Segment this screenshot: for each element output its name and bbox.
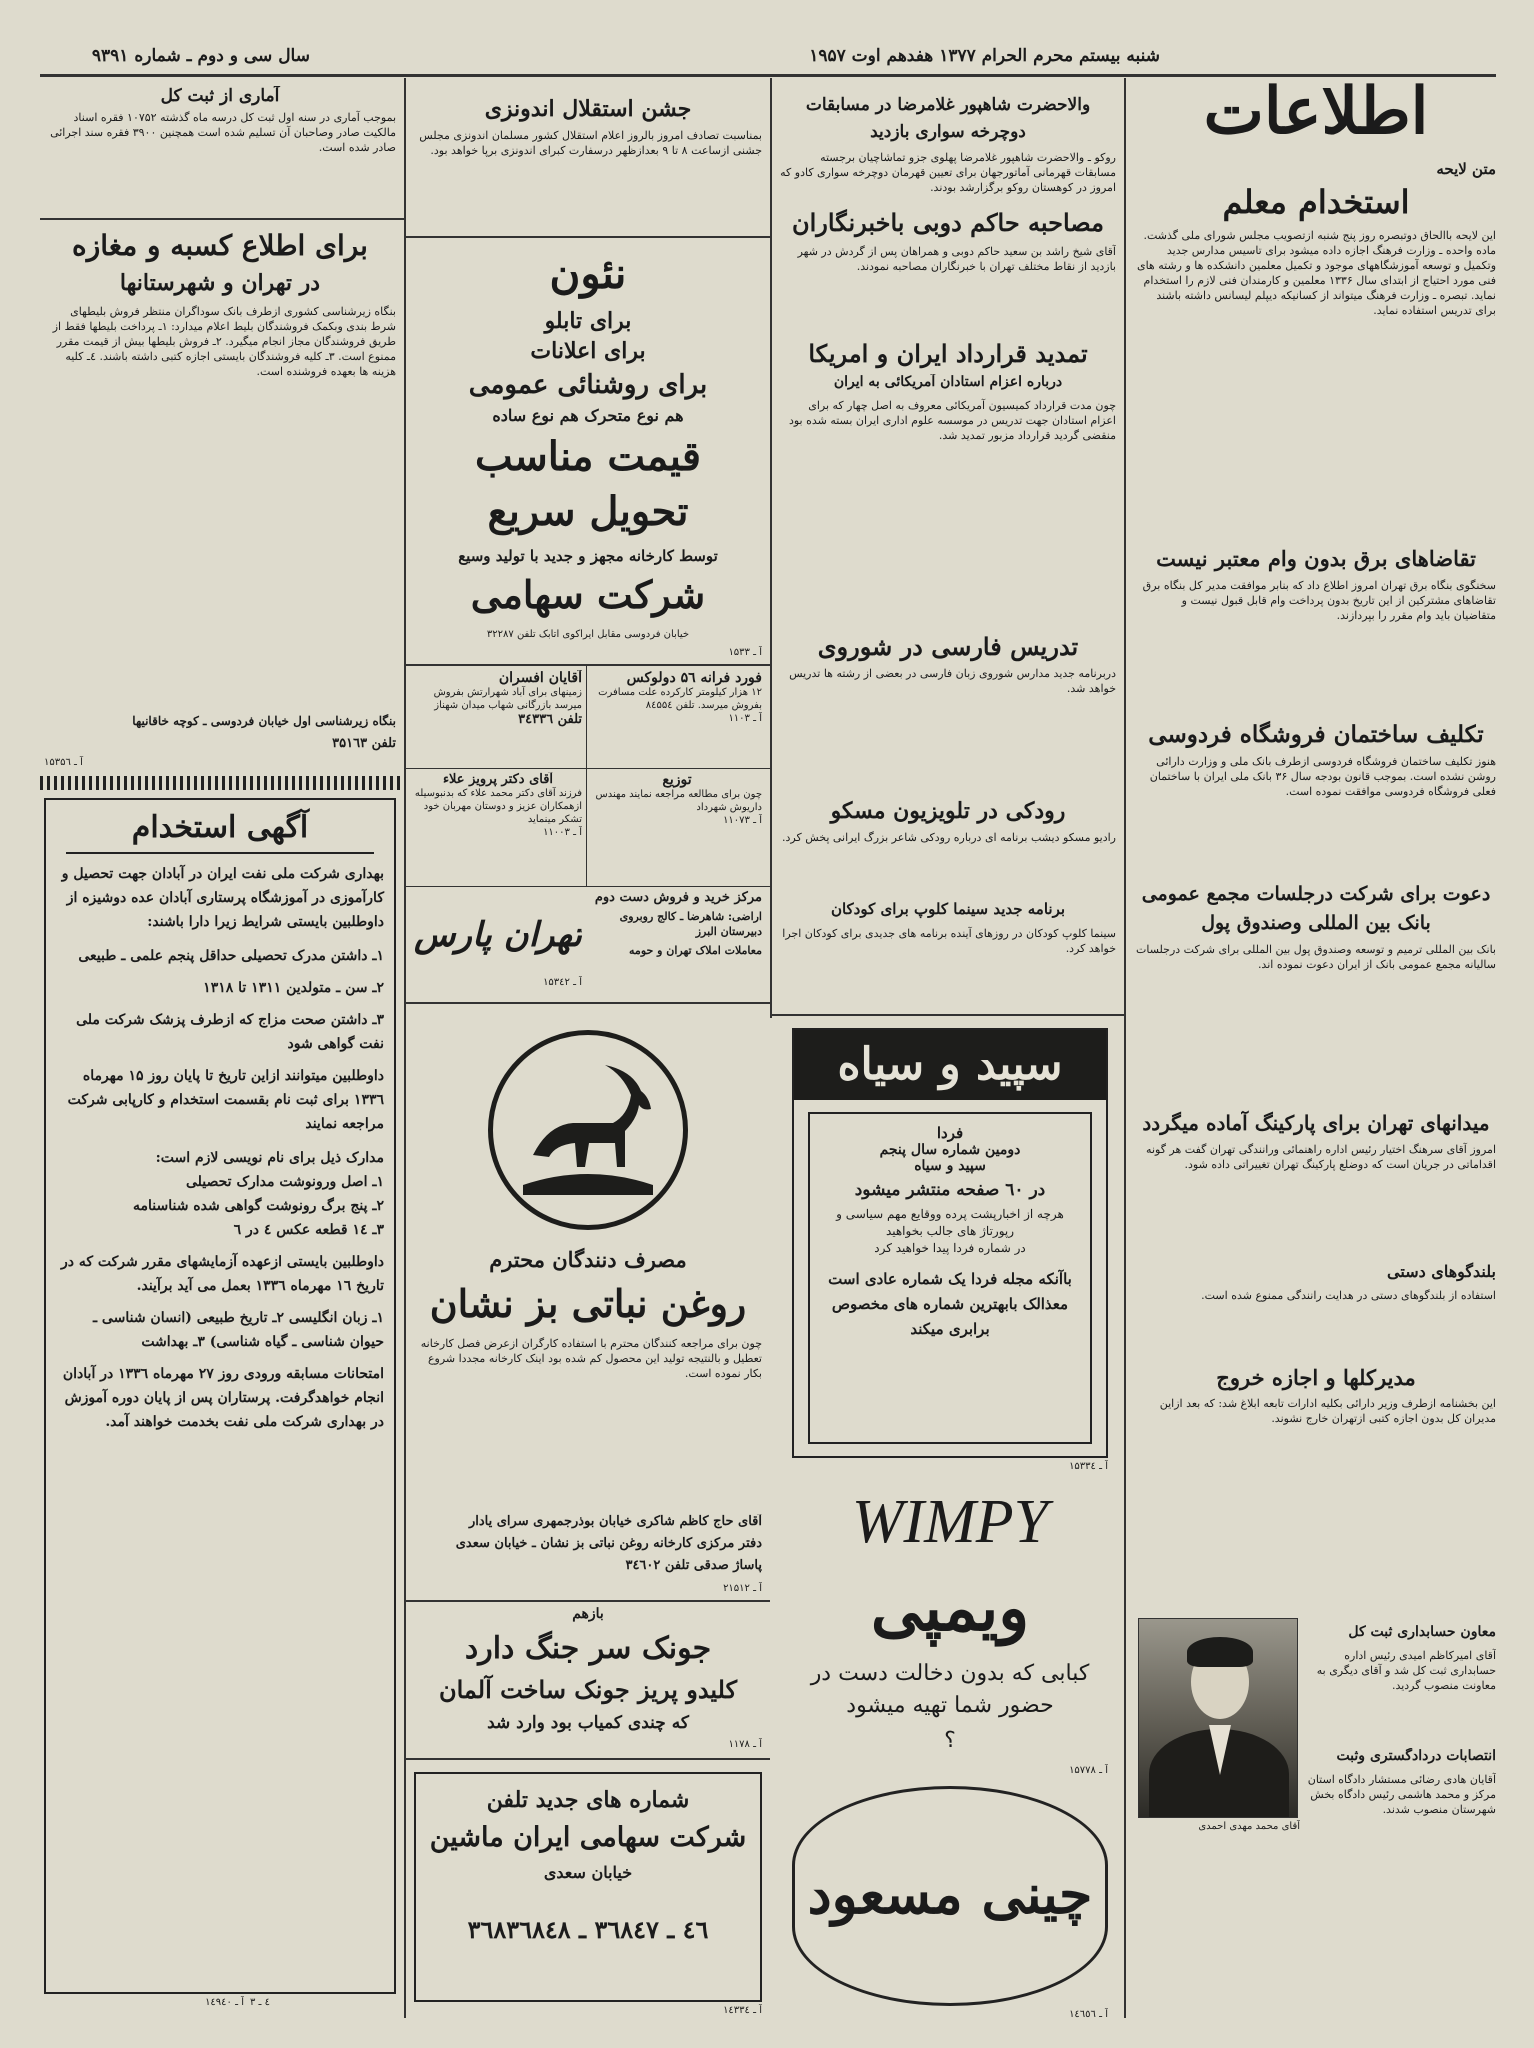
sepid-siah-logo: سپید و سیاه [794,1030,1106,1100]
col3-inner-rule [586,666,587,886]
neon-l3: برای اعلانات [530,338,646,364]
col4-h1: آماری از ثبت کل [160,86,280,106]
ad1-ref: آ ـ ۱۵۳۳٤ [1069,1461,1108,1472]
neon-l10: خیابان فردوسی مقابل ایراکوی اتابک تلفن ۳۲۲۸۷ [486,629,690,640]
employment-intro: بهداری شرکت ملی نفت ایران در آبادان جهت تحصیل و کارآموزی در آموزشگاه پرستاری آبادان عده دوشیزه از داوطلبین بایستی شرایط زیرا دارا باشند: [61,866,384,930]
small4-body: فرزند آقای دکتر محمد علاء که بدنبوسیله ازهمکاران عزیز و دوستان مهربان خود تشکر مینماید [414,788,582,825]
column-rule [770,78,772,1018]
small5-body: اراضی: شاهرضا ـ کالج روبروی دبیرستان البرز [619,910,762,938]
col1-body2: سخنگوی بنگاه برق تهران امروز اطلاع داد که بنابر موافقت مدیر کل بنگاه برق تقاضاهای مشترکین از این تاریخ بدون پرداخت وام قابل قبول نیست و متقاضیان باید وام مقرر را بپردازند. [1142,579,1496,622]
decorative-border-strip [40,776,404,790]
ad2-ref: آ ـ ۱۵۷۷۸ [1069,1765,1108,1776]
wimpy-latin-logo: WIMPY [851,1488,1049,1556]
col1-h8: معاون حسابداری ثبت کل [1348,1624,1496,1640]
small-ad-ford [592,670,762,766]
ad1-l5: هرچه از اخبارپشت پرده ووقایع مهم سیاسی و رپورتاژ های جالب بخواهید [836,1207,1064,1238]
col3-rule [406,664,770,666]
small5-tag: معاملات املاک تهران و حومه [629,944,762,957]
small2-body: زمینهای برای آباد شهرارتش بفروش میرسد بازرگانی شهاب میدان شهناز [433,687,582,711]
col2-body4: دربرنامه جدید مدارس شوروی زبان فارسی در بعضی از رشته ها تدریس خواهد شد. [789,667,1116,695]
col2-body6: سینما کلوپ کودکان در روزهای آینده برنامه های جدیدی برای کودکان اجرا خواهد کرد. [782,927,1116,955]
col1-body6: استفاده از بلندگوهای دستی در هدایت رانندگی ممنوع شده است. [1201,1289,1496,1302]
small3-body: چون برای مطالعه مراجعه نمایند مهندس داریوش شهرداد [595,789,762,813]
col1-body3: هنوز تکلیف ساختمان فروشگاه فردوسی ازطرف بانک ملی و وزارت دارائی روشن نشده است. بموجب قانون بودجه سال ۳۶ بانک ملی ایران با ساختمان فعلی فروشگاه فردوسی موافقت نموده است. [1149,755,1496,798]
employment-d3: ۳ـ ۱٤ قطعه عکس ٤ در ٦ [233,1222,384,1238]
col2-h3: تمدید قرارداد ایران و امریکا [808,339,1088,368]
ad3-ref: آ ـ ۱٤٦٥٦ [1069,2009,1108,2020]
employment-c3: ۳ـ داشتن صحت مزاج که ازطرف پزشک شرکت ملی نفت گواهی شود [76,1012,384,1052]
col1-h9: انتصابات دردادگستری وثبت [1336,1748,1496,1764]
col1-body7: این بخشنامه ازطرف وزیر دارائی بکلیه ادارات تابعه ابلاغ شد: که بعد ازاین مدیران کل بدون اجازه کتبی ازتهران خارج نشوند. [1159,1397,1496,1425]
employment-subjects: ۱ـ زبان انگلیسی ۲ـ تاریخ طبیعی (انسان شناسی ـ حیوان شناسی ـ گیاه شناسی) ۳ـ بهداشت [92,1310,384,1350]
employment-title: آگهی استخدام [66,804,374,854]
col1-body9: آقایان هادی رضائی مستشار دادگاه استان مرکز و محمد هاشمی رئیس دادگاه بخش شهرستان منصوب شدند. [1307,1773,1496,1816]
iran-machine-l2: شرکت سهامی ایران ماشین [429,1822,747,1853]
wimpy-persian-logo: ویمپی [870,1571,1030,1646]
col1-h2: تقاضاهای برق بدون وام معتبر نیست [1156,546,1476,571]
employment-ad [44,798,396,1994]
bez-ref: آ ـ ۲۱۵۱۲ [723,1583,762,1594]
col3-h1: جشن استقلال اندونزی [484,96,692,122]
tehran-pars-logo: تهران پارس [414,915,582,955]
col2-body5: رادیو مسکو دیشب برنامه ای درباره رودکی شاعر بزرگ ایرانی پخش کرد. [782,831,1116,844]
ad1-l7: باآنکه مجله فردا یک شماره عادی است معذالک بابهترین شماره های مخصوص برابری میکند [828,1270,1072,1338]
employment-exam: داوطلبین بایستی ازعهده آزمایشهای مقرر شرکت که در تاریخ ۱٦ مهرماه ۱۳۳٦ بعمل می آید برآیند. [60,1254,384,1294]
col1-body5: امروز آقای سرهنگ اختیار رئیس اداره راهنمائی ورانندگی تهران گفت هر گونه اقداماتی در جریان است که دوضلع پارکینگ تهران تغییراتی داده شود. [1146,1143,1496,1171]
col1-h6: بلندگوهای دستی [1387,1262,1496,1281]
issue-line: سال سی و دوم ـ شماره ۹۳۹۱ [91,46,310,66]
small1-ref: آ ـ ۱۱۰۳ [728,713,762,724]
small2-title: آقایان افسران [498,670,582,686]
ad1-l6: در شماره فردا پیدا خواهید کرد [874,1241,1026,1255]
small5-title: مرکز خرید و فروش دست دوم [594,890,762,905]
col3-rule [406,1758,770,1760]
small2-phone: تلفن ۳٤۳۳٦ [518,712,582,727]
small1-title: فورد فرانه ۵٦ دولوکس [626,670,762,686]
small3-ref: آ ـ ۱۱۰۷۳ [723,815,762,826]
small3-title: توزیع [662,772,692,788]
iran-machine-l1: شماره های جدید تلفن [486,1787,690,1813]
col4-phone2: تلفن ۳۵۱٦۳ [332,736,396,751]
col2-rule [770,1014,1124,1016]
wimpy-question: ؟ [944,1728,956,1753]
goat-brand-logo [488,1030,688,1230]
small4-ref: آ ـ ۱۱۰۰۳ [543,827,582,838]
ad1-l1: فردا [936,1124,964,1142]
col4-h2: برای اطلاع کسبه و مغازه [72,229,368,262]
col2-h1: والاحضرت شاهپور غلامرضا در مسابقات دوچرخه سواری بازدید [805,95,1091,142]
employment-docs: مدارک ذیل برای نام نویسی لازم است: [155,1150,384,1166]
col2-h4: تدریس فارسی در شوروی [817,632,1079,661]
sepid-siah-ad [792,1028,1108,1458]
col2-body3: چون مدت قرارداد کمیسیون آمریکائی معروف به اصل چهار که برای اعزام استادان جهت تدریس در موسسه علوم اداری ایران بسته شده بود منقضی گردید قرارداد مزبور تمدید شد. [788,399,1116,442]
col4-rule [40,218,404,220]
col2-sub3: درباره اعزام استادان آمریکائی به ایران [833,374,1063,390]
col3-rule [406,236,770,238]
small-ad-dr-ala [414,772,582,884]
jonk-l1: جونک سر جنگ دارد [464,1631,712,1666]
col3-rule [406,886,770,887]
bez-l2: روغن نباتی بز نشان [429,1281,747,1326]
wimpy-l1: کبابی که بدون دخالت دست در [810,1661,1090,1686]
small4-title: آقای دکتر پرویز علاء [442,772,554,787]
date-line: شنبه بیستم محرم الحرام ۱۳۷۷ هفدهم اوت ۱۹۵۷ [809,46,1160,66]
bez-body: چون برای مراجعه کنندگان محترم با استفاده کارگران ازعرض فصل کارخانه تعطیل و بالنتیجه تولید این محصول کم شده بود اینک کارخانه مجددا شروع بکار نموده است. [420,1337,762,1380]
neon-l5: هم نوع متحرک هم نوع ساده [492,406,684,425]
small-ad-officers [414,670,582,766]
iran-machine-ref: آ ـ ۱٤۳۳٤ [723,2005,762,2016]
neon-l8: توسط کارخانه مجهز و جدید با تولید وسیع [458,547,718,565]
masthead-logo: اطلاعات [1203,74,1429,149]
employment-c1: ۱ـ داشتن مدرک تحصیلی حداقل پنجم علمی ـ طبیعی [78,948,384,964]
bez-l1: مصرف دنندگان محترم [489,1247,687,1272]
col1-body: این لایحه باالحاق دوتبصره روز پنج شنبه ازتصویب مجلس شورای ملی گذشت. ماده واحده ـ وزارت فرهنگ اجازه داده میشود برای تاسیس مدارس جدید وتکمیل و توسعه آموزشگاههای موجود و تکمیل معلمین دانشکده ها و رشته های فنی مورد احتیاج از ابتدای سال ۱۳۳۶ معلمین و کارمندان فنی لازم را استخدام نماید. تبصره ـ وزارت فرهنگ میتواند از کسانیکه دیپلم لیسانس داشته باشند برای تدریس استفاده نماید. [1136,229,1496,317]
jonk-l2: کلیدو پریز جونک ساخت آلمان [438,1675,738,1704]
col2-h5: رودکی در تلویزیون مسکو [830,798,1066,824]
goat-icon [493,1035,683,1225]
column-rule [1124,78,1126,2018]
col2-body1: روکو ـ والاحضرت شاهپور غلامرضا پهلوی جزو تماشاچیان برجسته مسابقات قهرمانی آماتورجهان برای تعیین قهرمان دوچرخه سواری کادو که امروز در کوهستان روکو برگزارشد بودند. [780,151,1116,194]
portrait-hair [1187,1637,1253,1667]
col4-body1: بموجب آماری در سنه اول ثبت کل درسه ماه گذشته ۱۰۷۵۲ فقره اسناد مالکیت صادر وصاحبان آن تسلیم شده است همچنین ۳۹۰۰ فقره سند اجرائی صادر شده است. [50,111,396,154]
col2-body2: آقای شیخ راشد بن سعید حاکم دوبی و همراهان پس از گردش در شهر بازدید از نقاط مختلف تهران با خبرنگاران مصاحبه نمودند. [797,245,1116,273]
jonk-ref: آ ـ ۱۱۷۸ [728,1739,762,1750]
neon-ref: آ ـ ۱۵۳۳ [728,647,762,658]
employment-d1: ۱ـ اصل ورونوشت مدارک تحصیلی [185,1174,384,1190]
small1-body: ۱۲ هزار کیلومتر کارکرده علت مسافرت بفروش میرسد. تلفن ۸٤۵۵٤ [598,687,762,711]
neon-title: نئون [549,249,627,298]
iran-machine-l3: خیابان سعدی [543,1863,633,1882]
col4-h2b: در تهران و شهرستانها [119,270,321,296]
col2-h6: برنامه جدید سینما کلوپ برای کودکان [830,900,1066,918]
col1-h5: میدانهای تهران برای پارکینگ آماده میگردد [1142,1111,1490,1135]
employment-ref2: ٤ ـ ۳ [250,1997,271,2008]
col1-body8: آقای امیرکاظم امیدی رئیس اداره حسابداری ثبت کل شد و آقای دیگری به معاونت منصوب گردید. [1316,1649,1496,1692]
wimpy-l2: حضور شما تهیه میشود [846,1693,1054,1718]
col4-foot2: بنگاه زیرشناسی اول خیابان فردوسی ـ کوچه خاقانیها [132,714,396,728]
neon-l6: قیمت مناسب [475,433,701,480]
employment-c4: داوطلبین میتوانند ازاین تاریخ تا پایان روز ۱۵ مهرماه ۱۳۳٦ برای ثبت نام بقسمت استخدام و کارپابی شرکت مراجعه نمایند [67,1068,384,1132]
col1-kicker: متن لایحه [1436,160,1496,178]
ad1-l2: دومین شماره سال پنجم [879,1142,1021,1158]
col1-body4: بانک بین المللی ترمیم و توسعه وصندوق پول بین المللی برای شرکت درجلسات سالیانه مجمع عمومی بانک از ایران دعوت نموده اند. [1136,943,1496,971]
iran-machine-l4: ۳٦۸٤٦ ـ ۳٦۸٤۷ ـ ۳٦۸٤۸ [467,1915,709,1944]
bez-addr3: پاساژ صدقی تلفن ۳٤٦۰۲ [625,1558,762,1573]
jonk-l0: بازهم [572,1606,604,1622]
column-rule [404,78,406,2018]
small-ad-secondhand [592,890,762,1000]
bez-addr1: آقای حاج کاظم شاکری خیابان بوذرجمهری سرای یادار [468,1514,762,1529]
col1-title: استخدام معلم [1222,183,1410,221]
col1-h4: دعوت برای شرکت درجلسات مجمع عمومی بانک بین المللی وصندوق پول [1141,883,1491,934]
small5-ref: آ ـ ۱۵۳٤۲ [543,977,582,988]
small-ad-distribution [592,772,762,884]
col3-body1: بمناسبت تصادف امروز بالروز اعلام استقلال کشور مسلمان اندونزی مجلس جشنی ازساعت ۸ تا ۹ بعدازظهر درسفارت کبرای اندونزی برپا خواهد بود. [419,129,762,157]
photo-caption: آقای محمد مهدی احمدی [1198,1821,1300,1832]
chini-masoud-logo: چینی مسعود [807,1862,1093,1926]
col3-rule [406,1600,770,1602]
neon-l4: برای روشنائی عمومی [468,370,708,400]
sepid-siah-inner [808,1112,1092,1444]
col3-rule [406,1002,770,1004]
employment-end: امتحانات مسابقه ورودی روز ۲۷ مهرماه ۱۳۳٦ در آبادان انجام خواهدگرفت. پرستاران پس از پایان دوره آموزش در بهداری شرکت ملی نفت بخدمت خواهند آمد. [62,1366,384,1430]
bez-addr2: دفتر مرکزی کارخانه روغن نباتی بز نشان ـ خیابان سعدی [455,1536,762,1551]
col1-h7: مدیرکلها و اجازه خروج [1216,1365,1416,1390]
jonk-l3: که چندی کمیاب بود وارد شد [487,1713,689,1733]
col1-h3: تکلیف ساختمان فروشگاه فردوسی [1148,721,1484,748]
col2-h2: مصاحبه حاکم دوبی باخبرنگاران [792,208,1104,237]
col4-ref2: آ ـ ۱۵۳۵٦ [44,757,83,768]
ad1-l3: سپید و سیاه [914,1158,986,1174]
employment-c2: ۲ـ سن ـ متولدین ۱۳۱۱ تا ۱۳۱۸ [203,980,384,996]
col3-rule [406,768,770,769]
neon-l7: تحویل سریع [487,488,689,535]
employment-ref: آ ـ ۱٤۹٤۰ [205,1997,244,2008]
neon-l2: برای تابلو [544,308,632,334]
employment-d2: ۲ـ پنج برگ رونوشت گواهی شده شناسنامه [132,1198,384,1214]
col4-body2: بنگاه زیرشناسی کشوری ازطرف بانک سوداگران منتظر فروش بلیطهای شرط بندی وبکمک فروشندگان بلیط اعلام میدارد: ۱ـ پرداخت بلیطها فقط از طریق فروشندگان مجاز انجام میگیرد. ۲ـ فروش بلیطها بیش از قیمت مقرر ممنوع است. ۳ـ کلیه فروشندگان بایستی اجازه کتبی داشته باشند. ٤ـ کلیه هزینه ها بعهده فروشنده است. [52,305,396,378]
iran-machine-ad [414,1772,762,2002]
portrait-photo [1138,1618,1298,1818]
chini-masoud-ad [792,1786,1108,2006]
ad1-l4: در ٦٠ صفحه منتشر میشود [854,1180,1046,1200]
neon-l9: شرکت سهامی [470,572,706,617]
